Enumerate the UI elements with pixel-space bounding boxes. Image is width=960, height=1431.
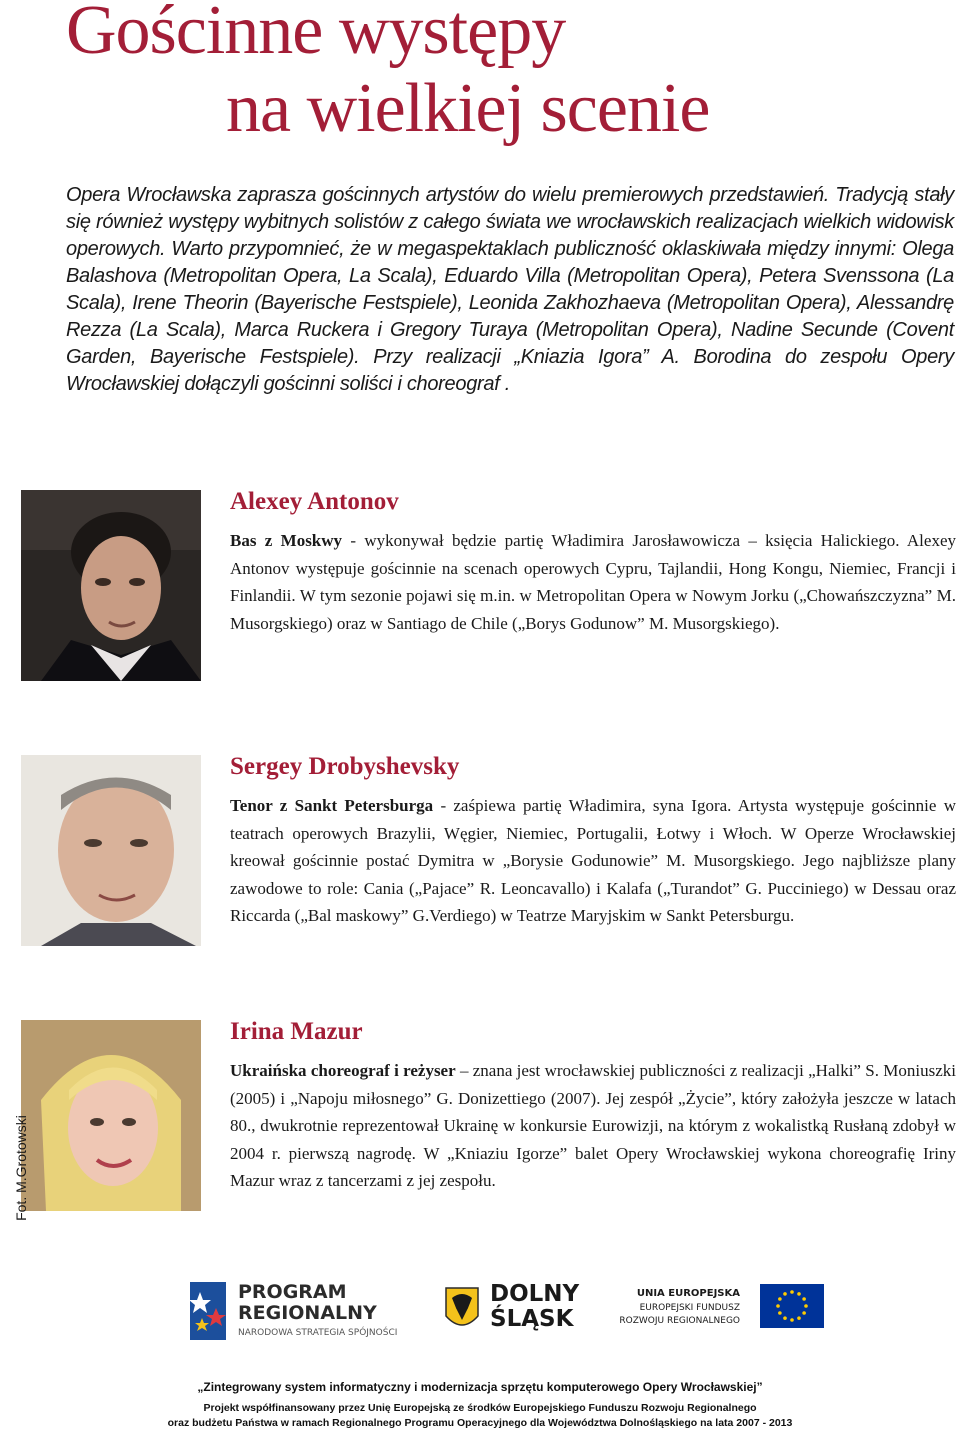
eu-star-icon — [783, 1316, 787, 1320]
eu-star-icon — [776, 1304, 780, 1308]
artist-role: Bas z Moskwy — [230, 531, 343, 550]
strategy-label: NARODOWA STRATEGIA SPÓJNOŚCI — [238, 1328, 398, 1338]
program-label: PROGRAM — [238, 1281, 347, 1303]
artist-bio-text: - zaśpiewa partię Władimira, syna Igora. Artysta występuje gościnnie w teatrach operowych Brazylii, Węgier, Niemiec, Portugalii, Łotwy i Włoch. W Operze Wrocławskiej kreował gościnnie postać Dymitra w „Borysie Godunowie” M. Musorgskiego. Jego najbliższe plany zawodowe to role: Cania („Pajace” R. Leoncavallo) i Kalafa („Turandot” G. Pucciniego) w Dessau oraz Riccarda („Bal maskowy” G.Verdiego) w Teatrze Maryjskim w Sankt Petersburgu. — [230, 796, 956, 925]
program-regionalny-emblem-icon — [186, 1278, 232, 1344]
photo-credit: Fot. M.Grotowski — [13, 1115, 29, 1221]
eu-star-icon — [797, 1316, 801, 1320]
artist-block-drobyshevsky — [230, 752, 956, 930]
eu-star-icon — [802, 1297, 806, 1301]
eu-star-icon — [797, 1292, 801, 1296]
development-label: ROZWOJU REGIONALNEGO — [619, 1316, 740, 1326]
artist-block-mazur — [230, 1017, 956, 1195]
artist-bio — [230, 527, 956, 637]
funding-line-1: Projekt współfinansowany przez Unię Europejską ze środków Europejskiego Funduszu Rozwoju Regionalnego — [203, 1402, 757, 1414]
artist-block-antonov — [230, 487, 956, 637]
dolny-slask-logo — [444, 1280, 584, 1340]
program-regionalny-logo — [186, 1276, 398, 1348]
eu-star-icon — [804, 1304, 808, 1308]
slask-label: ŚLĄSK — [490, 1306, 574, 1332]
eu-star-icon — [778, 1297, 782, 1301]
title-line-2: na wielkiej scenie — [226, 70, 710, 147]
regionalny-label: REGIONALNY — [238, 1302, 377, 1324]
eu-star-icon — [778, 1311, 782, 1315]
eu-fund-logo — [619, 1282, 822, 1342]
funding-logos — [0, 1268, 960, 1358]
artist-role: Tenor z Sankt Petersburga — [230, 796, 434, 815]
eagle-crest-icon — [444, 1286, 480, 1334]
eu-star-icon — [790, 1318, 794, 1322]
title-line-1: Gościnne występy — [66, 0, 566, 69]
intro-paragraph: Opera Wrocławska zaprasza gościnnych artystów do wielu premierowych przedstawień. Tradycją stały się również występy wybitnych solistów z całego świata we wrocławskich realizacjach wielkich widowisk operowych. Warto przypomnieć, że w megaspektaklach publiczność oklaskiwała między innymi: Olega Balashova (Metropolitan Opera, La Scala), Eduardo Villa (Metropolitan Opera), Petera Svenssona (La Scala), Irene Theorin (Bayerische Festspiele), Leonida Zakhozhaeva (Metropolitan Opera), Alessandrę Rezza (La Scala), Marca Ruckera i Gregory Turaya (Metropolitan Opera), Nadine Secunde (Covent Garden, Bayerische Festspiele). Przy realizacji „Kniazia Igora” A. Borodina do zespołu Opery Wrocławskiej dołączyli gościnni soliści i choreograf . — [66, 184, 954, 395]
artist-bio-text: – znana jest wrocławskiej publiczności z realizacji „Halki” S. Moniuszki (2005) i „Napoju miłosnego” G. Donizettiego (2007). Jej zespół „Życie”, który założyła jeszcze w latach 80., dwukrotnie reprezentował Ukrainę w konkursie Eurowizji, na którym z wokalistką Rusłaną zdobył w 2004 r. pierwszą nagrodę. W „Kniaziu Igorze” balet Opery Wrocławskiej wykona choreografię Iriny Mazur wraz z tancerzami z jej zespołu. — [230, 1061, 956, 1190]
funding-line-2: oraz budżetu Państwa w ramach Regionalnego Programu Operacyjnego dla Województwa Dolnośląskiego na lata 2007 - 2013 — [167, 1417, 793, 1429]
artist-name: Alexey Antonov — [230, 488, 399, 515]
artist-name: Irina Mazur — [230, 1018, 363, 1045]
page-title — [66, 0, 709, 148]
artist-role: Ukraińska choreograf i reżyser — [230, 1061, 456, 1080]
eu-star-icon — [790, 1290, 794, 1294]
dolny-label: DOLNY — [490, 1281, 580, 1307]
artist-bio — [230, 792, 956, 930]
artist-photo-antonov — [21, 490, 201, 681]
artist-photo-drobyshevsky — [21, 755, 201, 946]
eu-label: UNIA EUROPEJSKA — [636, 1288, 740, 1299]
artist-photo-mazur — [21, 1020, 201, 1211]
eu-star-icon — [783, 1292, 787, 1296]
artist-name: Sergey Drobyshevsky — [230, 753, 460, 780]
eu-flag-icon — [760, 1284, 824, 1328]
eu-star-icon — [802, 1311, 806, 1315]
artist-bio — [230, 1057, 956, 1195]
project-title: „Zintegrowany system informatyczny i modernizacja sprzętu komputerowego Opery Wrocławskiej” — [197, 1380, 763, 1394]
fund-label: EUROPEJSKI FUNDUSZ — [639, 1303, 740, 1313]
artist-bio-text: - wykonywał będzie partię Władimira Jarosławowicza – księcia Halickiego. Alexey Antonov występuje gościnnie na scenach operowych Cypru, Tajlandii, Hong Kongu, Niemiec, Francji i Finlandii. W tym sezonie pojawi się m.in. w Metropolitan Opera w Nowym Jorku („Chowańszczyzna” M. Musorgskiego) oraz w Santiago de Chile („Borys Godunow” M. Musorgskiego). — [230, 531, 956, 633]
